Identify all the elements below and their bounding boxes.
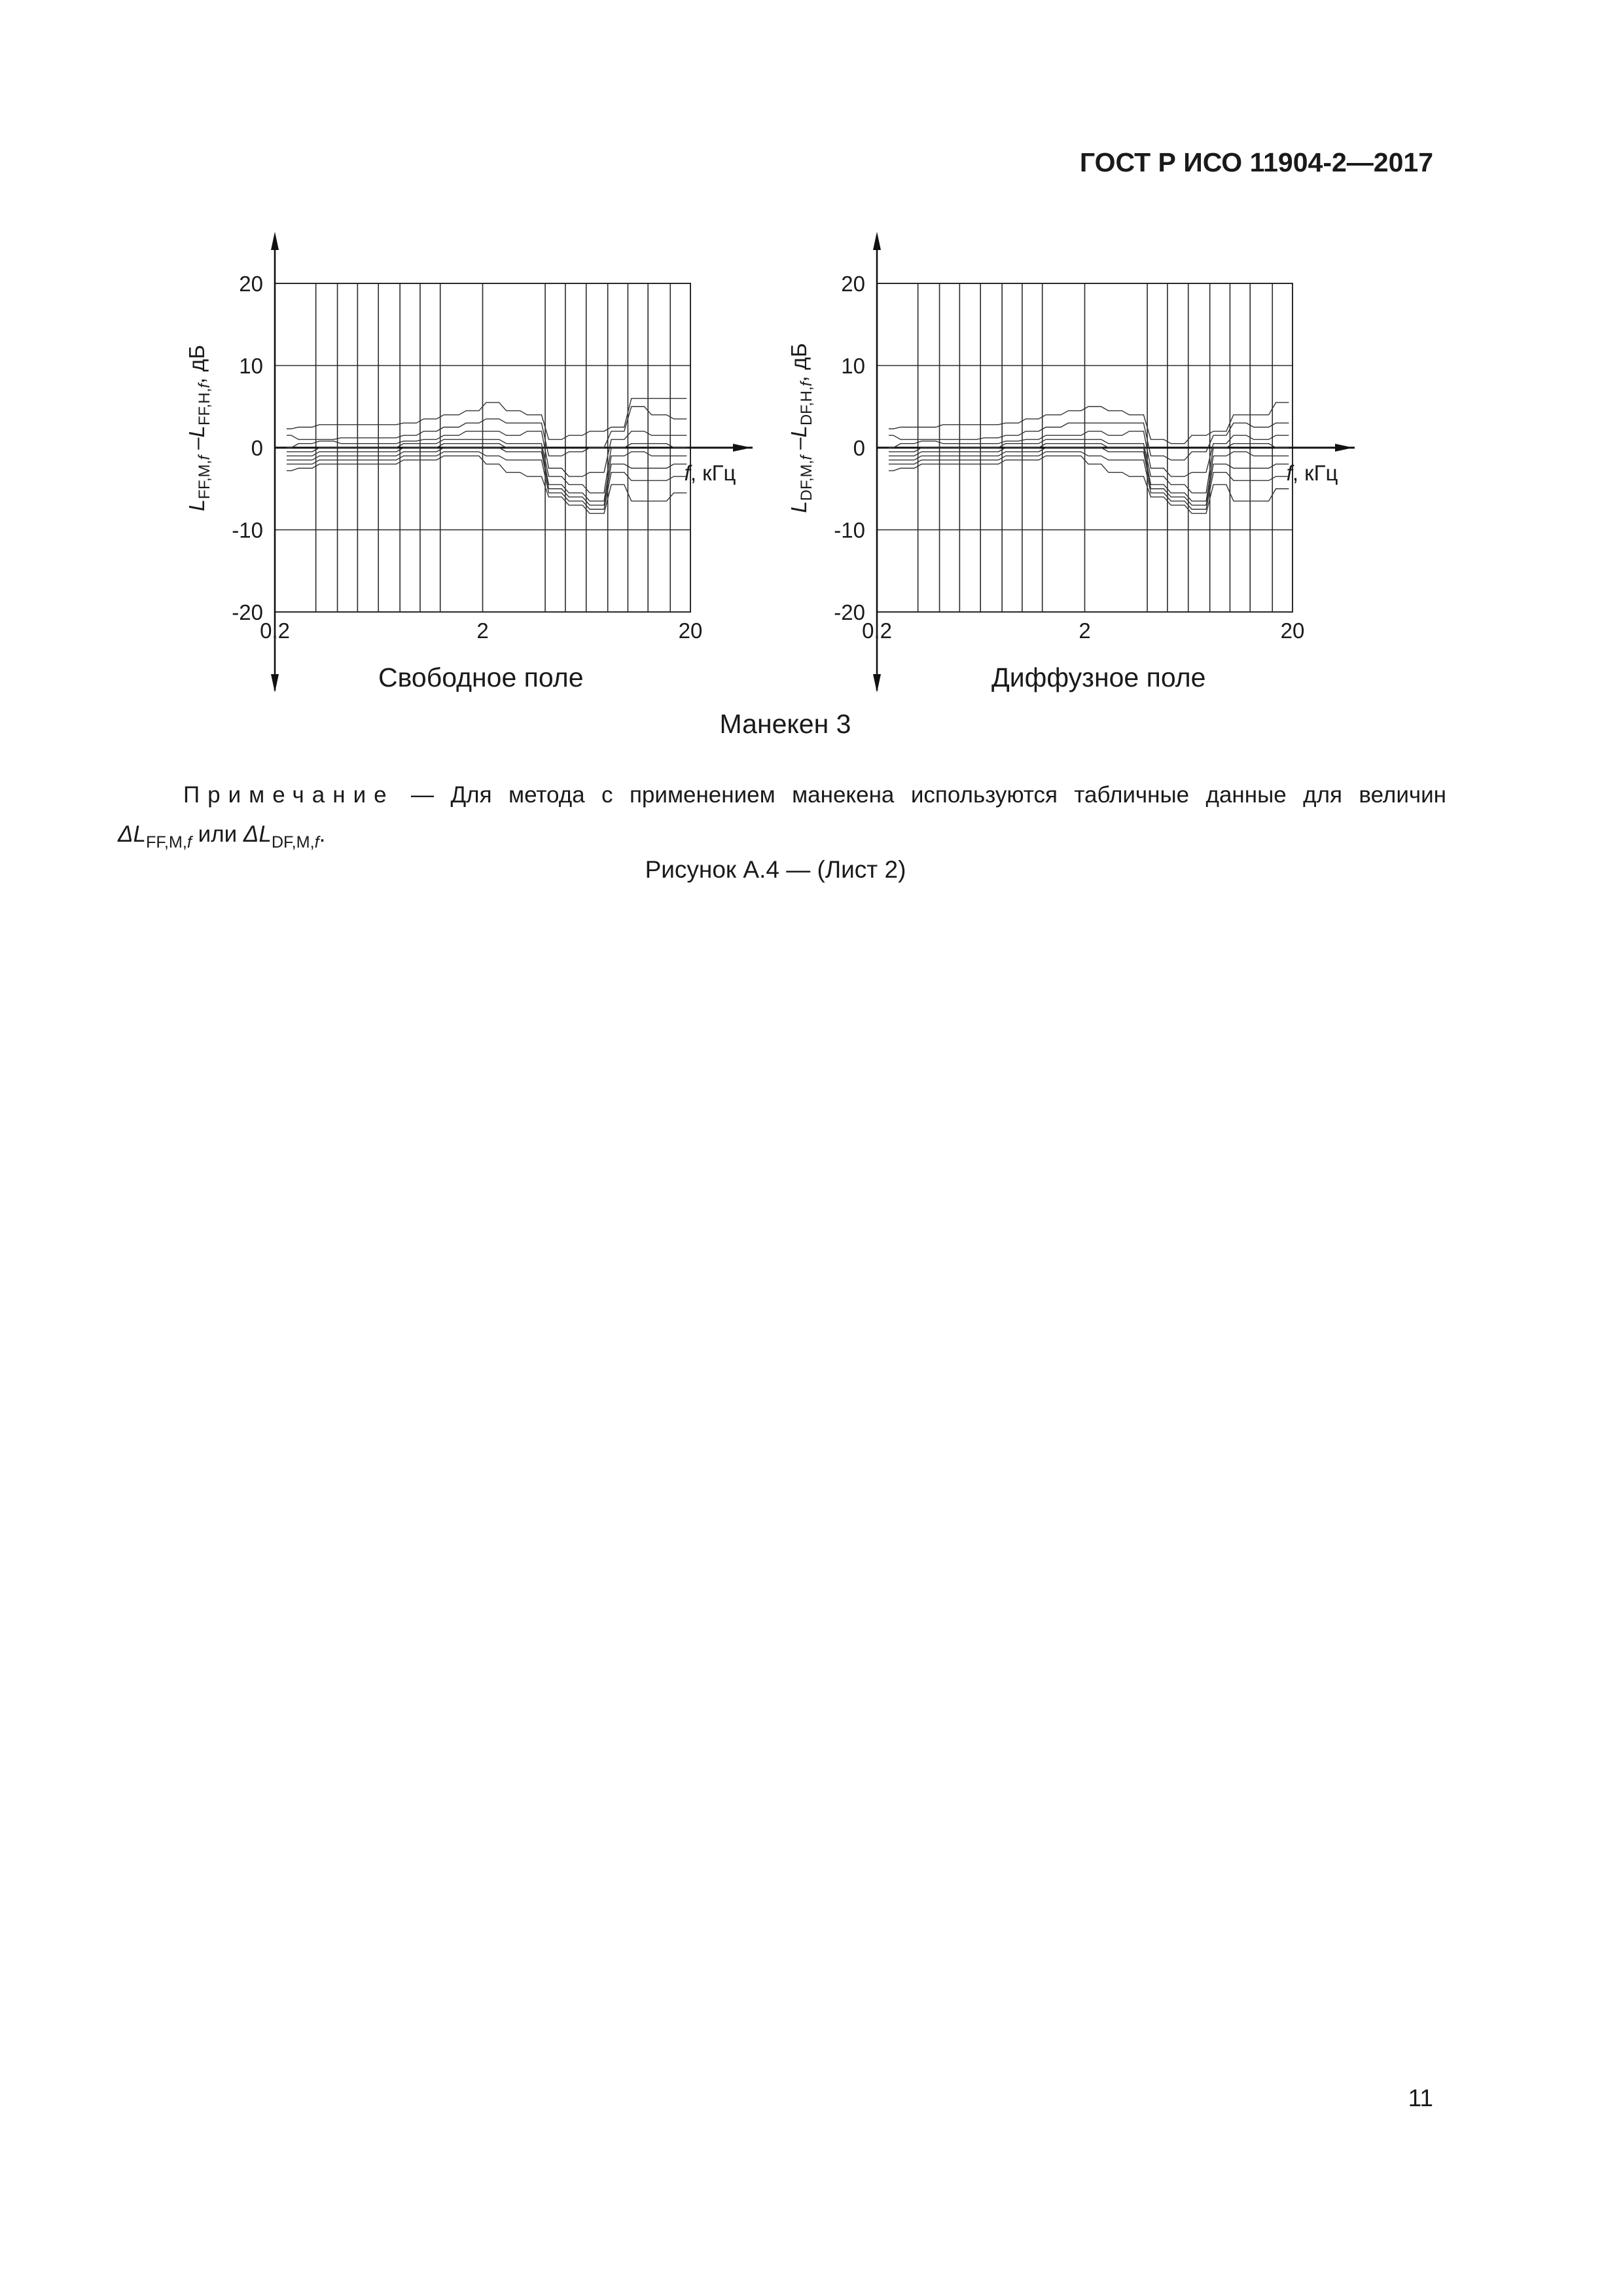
- series-line: [287, 452, 687, 509]
- note-line-1: [118, 776, 1446, 815]
- figure-title: Рисунок А.4 — (Лист 2): [645, 856, 906, 883]
- y-tick-label: 10: [841, 353, 865, 378]
- y-tick-label: -10: [834, 518, 865, 543]
- series-line: [889, 456, 1289, 514]
- x-tick-label: 0,2: [260, 619, 290, 643]
- figure-subtitle: Манекен 3: [719, 709, 851, 739]
- y-axis-arrow-up: [271, 232, 279, 250]
- y-axis-arrow-down: [873, 674, 881, 692]
- data-series: [889, 452, 1289, 509]
- y-tick-label: 0: [251, 436, 263, 460]
- y-axis-arrow-up: [873, 232, 881, 250]
- y-tick-label: 10: [239, 353, 263, 378]
- note-symbol-df: $\Delta L_{DF,M,f}$: [243, 821, 319, 852]
- chart-diffuse-field-caption: Диффузное поле: [991, 662, 1206, 692]
- chart-free-field-svg: [164, 223, 753, 694]
- y-axis-label: $L_{DF,M,}f$ $-L_{DF,H,}f$, дБ: [787, 343, 815, 513]
- x-tick-label: 2: [1079, 619, 1091, 643]
- x-tick-label: 0,2: [862, 619, 892, 643]
- series-line: [287, 456, 687, 514]
- y-tick-label: -20: [834, 600, 865, 624]
- note-text: — Для метода с применением манекена используются табличные данные для величин: [394, 782, 1446, 808]
- y-tick-label: -20: [232, 600, 263, 624]
- page-number: 11: [1408, 2085, 1433, 2111]
- y-axis-label: $L_{FF,M,}f$ $-L_{FF,H,}f$, дБ: [185, 344, 213, 512]
- chart-diffuse-field: [766, 223, 1355, 694]
- y-tick-label: -10: [232, 518, 263, 543]
- x-tick-label: 20: [678, 619, 703, 643]
- data-series: [287, 444, 687, 501]
- data-series: [889, 456, 1289, 514]
- note-label: Примечание: [183, 782, 395, 808]
- x-axis-label: f, кГц: [684, 461, 736, 485]
- data-series: [287, 456, 687, 514]
- x-axis-label: f, кГц: [1286, 461, 1338, 485]
- figure-note: [118, 776, 1446, 862]
- y-tick-label: 20: [239, 272, 263, 296]
- x-tick-label: 2: [476, 619, 489, 643]
- x-tick-label: 20: [1280, 619, 1305, 643]
- y-axis-arrow-down: [271, 674, 279, 692]
- series-line: [889, 452, 1289, 509]
- y-tick-label: 0: [853, 436, 865, 460]
- data-series: [287, 452, 687, 509]
- chart-free-field-caption: Свободное поле: [378, 662, 584, 692]
- note-end: .: [319, 821, 326, 847]
- note-or: или: [191, 821, 243, 847]
- series-line: [287, 444, 687, 501]
- data-series: [889, 431, 1289, 476]
- x-axis-arrow: [733, 444, 751, 452]
- document-header: ГОСТ Р ИСО 11904-2—2017: [1079, 147, 1433, 177]
- note-symbol-ff: $\Delta L_{FF,M,f}$: [118, 821, 192, 852]
- series-line: [889, 431, 1289, 476]
- data-series: [889, 444, 1289, 501]
- note-line-2: [118, 815, 1446, 862]
- y-tick-label: 20: [841, 272, 865, 296]
- chart-diffuse-field-svg: [766, 223, 1355, 694]
- series-line: [889, 444, 1289, 501]
- x-axis-arrow: [1335, 444, 1353, 452]
- chart-free-field: [164, 223, 753, 694]
